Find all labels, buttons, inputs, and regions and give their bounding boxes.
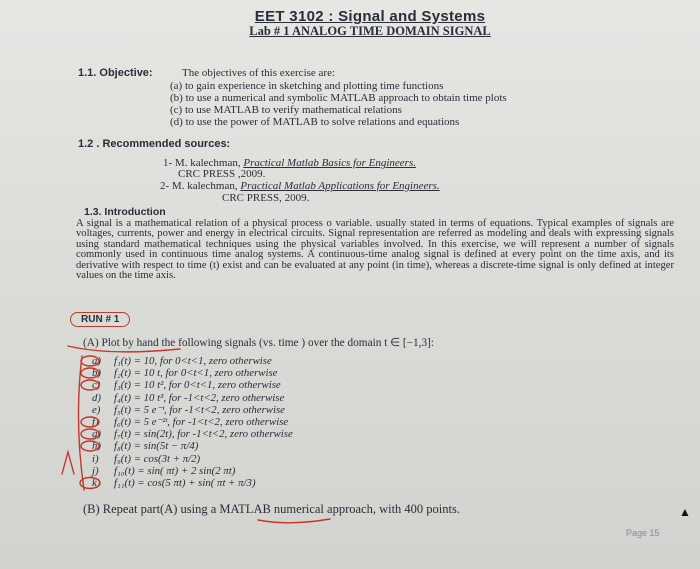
signal-label: a) xyxy=(92,355,101,367)
source-number: 2- xyxy=(160,180,170,192)
objective-item: (c) to use MATLAB to verify mathematical relations xyxy=(170,104,402,116)
underline-mark xyxy=(258,519,330,523)
source-1-publisher: CRC PRESS ,2009. xyxy=(178,168,266,180)
circle-mark xyxy=(81,429,99,439)
page-number: Page 15 xyxy=(626,528,660,538)
sources-heading: 1.2 . Recommended sources: xyxy=(78,138,231,150)
objective-item: (d) to use the power of MATLAB to solve relations and equations xyxy=(170,116,460,128)
circle-mark xyxy=(81,441,99,451)
mouse-cursor-icon: ▲ xyxy=(679,505,691,519)
signal-label: d) xyxy=(92,391,101,404)
objective-item: (a) to gain experience in sketching and plotting time functions xyxy=(170,80,444,92)
circle-mark xyxy=(81,368,99,378)
signal-label: h) xyxy=(92,440,101,453)
part-a-instruction: (A) Plot by hand the following signals (vs. time ) over the domain t ∈ [−1,3]: xyxy=(83,337,434,349)
signal-expression: f₁₀(t) = sin( πt) + 2 sin(2 πt) xyxy=(114,464,236,477)
run-label: RUN # 1 xyxy=(70,312,130,327)
source-2-publisher: CRC PRESS, 2009. xyxy=(222,192,310,204)
source-author: M. kalechman, xyxy=(171,180,238,192)
signal-label: j) xyxy=(92,464,99,477)
signal-expression: f₁₁(t) = cos(5 πt) + sin( πt + π/3) xyxy=(114,477,256,490)
objective-intro: The objectives of this exercise are: xyxy=(182,67,336,79)
underline-mark xyxy=(68,346,180,352)
circle-mark xyxy=(81,356,99,366)
objective-item: (b) to use a numerical and symbolic MATLAB approach to obtain time plots xyxy=(170,92,507,104)
signal-expression: f₁(t) = 10, for 0<t<1, zero otherwise xyxy=(114,355,272,367)
signal-label: k) xyxy=(92,477,101,490)
signal-label: i) xyxy=(92,452,99,465)
signal-expression: f₇(t) = sin(2t), for -1<t<2, zero otherwise xyxy=(114,428,293,441)
signal-expression: f₉(t) = cos(3t + π/2) xyxy=(114,452,201,465)
signal-label: g) xyxy=(92,428,101,441)
signal-label: c) xyxy=(92,379,101,392)
arrow-mark xyxy=(62,452,74,474)
introduction-heading: 1.3. Introduction xyxy=(84,206,166,218)
signal-expression: f₂(t) = 10 t, for 0<t<1, zero otherwise xyxy=(114,367,278,380)
signal-label: e) xyxy=(92,403,101,416)
source-title: Practical Matlab Basics for Engineers. xyxy=(243,157,416,169)
signal-expression: f₄(t) = 10 t³, for -1<t<2, zero otherwise xyxy=(114,391,285,404)
lab-title: Lab # 1 ANALOG TIME DOMAIN SIGNAL xyxy=(249,24,491,38)
signal-expression: f₈(t) = sin(5t − π/4) xyxy=(114,440,199,453)
part-b-instruction: (B) Repeat part(A) using a MATLAB numerical approach, with 400 points. xyxy=(83,502,460,516)
signal-expression: f₅(t) = 5 e⁻ᵗ, for -1<t<2, zero otherwise xyxy=(114,403,285,416)
source-number: 1- xyxy=(163,157,173,169)
introduction-text: A signal is a mathematical relation of a physical process o variable. usually stated in terms of equations. Typical examples of signals are voltages, currents, power and energy in electrical circuits. Signal representation are referred as modeling and deals with expressing signals using standard mathematical techniques using the physical variables involved. In this exercise, we will represent a number of signals commonly used in continuous time analog systems. A continuous-time analog signal is defined at every point on the time axis, and its derivative with respect to time (t) exist and can be evaluated at any point (in time), whereas a discrete-time signal is only defined at integer values on the time axis. xyxy=(76,218,674,282)
objective-heading: 1.1. Objective: xyxy=(78,67,153,79)
course-title: EET 3102 : Signal and Systems xyxy=(254,8,486,25)
signal-expression: f₃(t) = 10 t², for 0<t<1, zero otherwise xyxy=(114,379,281,392)
source-title: Practical Matlab Applications for Engineers. xyxy=(240,180,440,192)
signal-label: f) xyxy=(92,416,99,429)
source-author: M. kalechman, xyxy=(174,157,241,169)
circle-mark xyxy=(81,380,99,390)
circle-mark xyxy=(81,417,99,427)
signal-label: b) xyxy=(92,367,101,380)
signal-expression: f₆(t) = 5 e⁻²ᵗ, for -1<t<2, zero otherwise xyxy=(114,416,289,429)
